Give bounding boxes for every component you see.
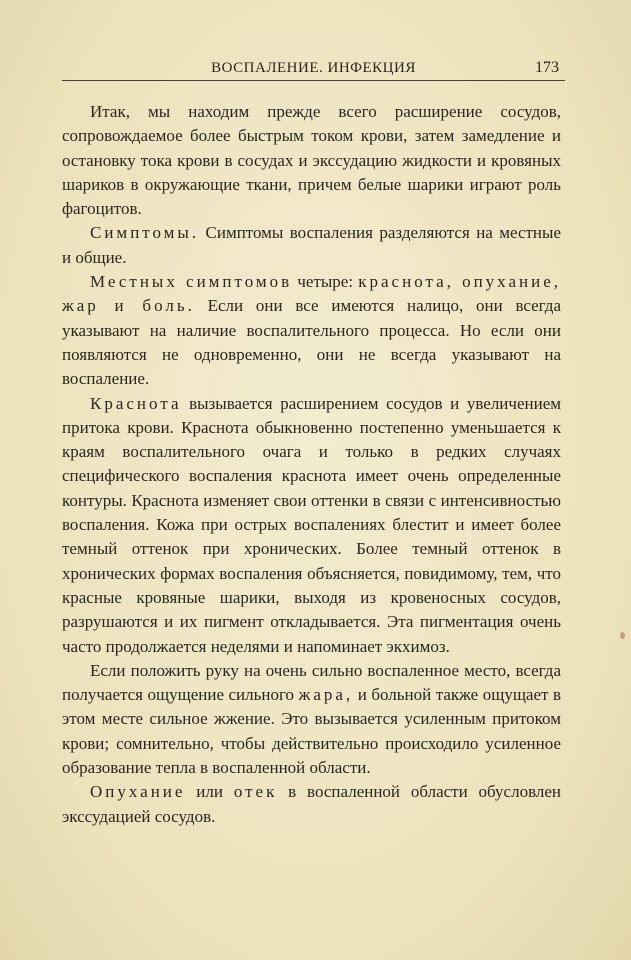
body-text xyxy=(62,100,561,829)
paragraph-emphasis: краснота, опухание, жар и боль. xyxy=(62,272,561,316)
paragraph-3 xyxy=(62,270,561,391)
paragraph-emphasis: жара, xyxy=(298,685,354,705)
paragraph-text: Итак, мы находим прежде всего расширение сосудов, сопровождаемое более быстрым током крови, затем замедление и остановку тока крови в сосудах и экссудацию жидкости и кровяных шариков в окружающие ткани, причем белые шарики играют роль фагоцитов. xyxy=(62,102,561,219)
paragraph-text: четыре: xyxy=(292,272,359,292)
paragraph-text-continued: и больной также ощущает в этом месте сильное жжение. Это вызывается усиленным притоком крови; сомнительно, чтобы действительно происходило усиленное образование тепла в воспаленной области. xyxy=(62,685,561,778)
paragraph-5 xyxy=(62,659,561,780)
paragraph-text: или xyxy=(185,782,234,802)
paragraph-lead: Опухание xyxy=(90,782,186,802)
paragraph-text: Если положить руку на очень сильно воспаленное место, всегда получается ощущение сильного xyxy=(62,660,561,705)
paragraph-text: Симптомы воспаления разделяются на местные и общие. xyxy=(62,223,561,267)
paragraph-emphasis: отек xyxy=(233,782,278,802)
paragraph-lead: Симптомы. xyxy=(90,223,200,243)
paragraph-lead: Краснота xyxy=(90,393,182,413)
paragraph-1 xyxy=(62,100,561,221)
paragraph-lead: Местных симптомов xyxy=(90,272,293,292)
paragraph-text-continued: в воспаленной области обусловлен экссудацией сосудов. xyxy=(62,782,562,826)
page-header xyxy=(62,58,565,81)
paragraph-4 xyxy=(62,392,561,659)
paragraph-text-continued: Если они все имеются налицо, они всегда указывают на наличие воспалительного процесса. Но если они появляются не одновременно, они не всегда указывают на воспаление. xyxy=(62,296,561,389)
running-title: ВОСПАЛЕНИЕ. ИНФЕКЦИЯ xyxy=(211,60,416,76)
paragraph-6 xyxy=(62,780,561,829)
paper-stain xyxy=(620,632,625,639)
paragraph-2 xyxy=(62,221,561,270)
paragraph-text: вызывается расширением сосудов и увеличением притока крови. Краснота обыкновенно постепенно уменьшается к краям воспалительного очага и только в редких случаях специфического воспаления краснота имеет очень определенные контуры. Краснота изменяет свои оттенки в связи с интенсивностью воспаления. Кожа при острых воспалениях блестит и имеет более темный оттенок при хронических. Более темный оттенок в хронических формах воспаления объясняется, повидимому, тем, что красные кровяные шарики, выходя из кровеносных сосудов, разрушаются и их пигмент откладывается. Эта пигментация очень часто продолжается неделями и напоминает экхимоз. xyxy=(62,393,561,656)
page-number: 173 xyxy=(535,59,559,76)
